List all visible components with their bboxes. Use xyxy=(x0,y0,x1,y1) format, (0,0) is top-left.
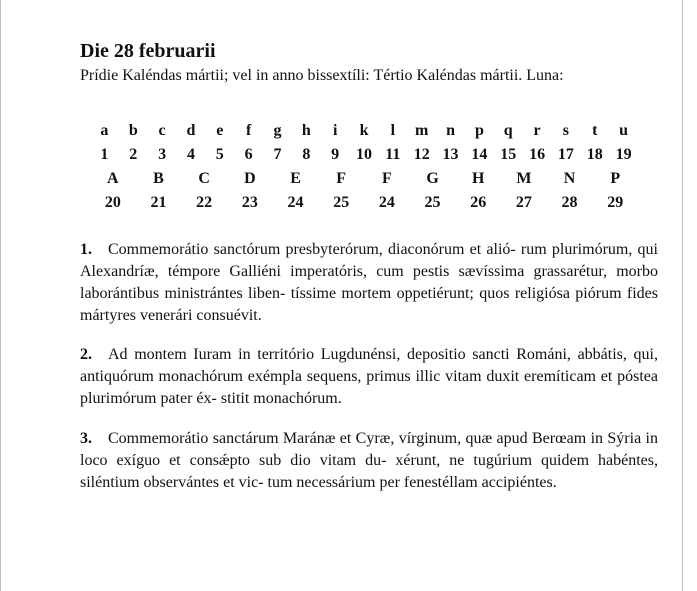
luna-cell: i xyxy=(332,122,338,139)
luna-cell: H xyxy=(471,170,485,187)
luna-cell: 5 xyxy=(215,146,224,163)
luna-cell: p xyxy=(474,122,484,139)
luna-cell: k xyxy=(359,122,369,139)
luna-cell: F xyxy=(381,170,392,187)
luna-cell: 24 xyxy=(378,194,395,211)
luna-cell: e xyxy=(216,122,224,139)
luna-cell: 28 xyxy=(561,194,578,211)
entry-number: 3. xyxy=(80,430,92,447)
luna-cell: A xyxy=(107,170,119,187)
entry-number: 2. xyxy=(80,346,92,363)
luna-cell: d xyxy=(186,122,196,139)
luna-letters-small-row xyxy=(90,119,638,143)
entry-3 xyxy=(80,428,658,494)
luna-numbers-big-row xyxy=(90,191,638,215)
luna-cell: r xyxy=(533,122,541,139)
luna-cell: h xyxy=(301,122,311,139)
luna-cell: 3 xyxy=(158,146,167,163)
luna-cell: 14 xyxy=(471,146,488,163)
luna-cell: 27 xyxy=(515,194,532,211)
luna-cell: E xyxy=(290,170,301,187)
entry-text: Commemorátio sanctórum presbyterórum, diaconórum et alió- rum plurimórum, qui Alexandríæ, témpore Galliéni imperatóris, cum pestis sævíssima grassarétur, morbo laborántibus ministrántes liben- tíssime mortem oppetiérunt; quos religiósa piórum fides mártyres venerári consuévit. xyxy=(80,241,658,324)
luna-cell: a xyxy=(100,122,109,139)
luna-cell: 18 xyxy=(586,146,603,163)
luna-cell: 9 xyxy=(331,146,340,163)
luna-cell: 16 xyxy=(529,146,546,163)
luna-cell: g xyxy=(273,122,282,139)
luna-cell: 6 xyxy=(244,146,253,163)
luna-cell: P xyxy=(610,170,621,187)
luna-cell: N xyxy=(563,170,576,187)
luna-cell: m xyxy=(415,122,429,139)
luna-cell: f xyxy=(245,122,252,139)
luna-cell: t xyxy=(592,122,598,139)
entry-text: Ad montem Iuram in território Lugdunénsi, depositio sancti Románi, abbátis, qui, antiquórum monachórum exémpla sequens, primus illic vitam duxit eremíticam et póstea plurimórum pater éx- stitit monachórum. xyxy=(80,346,658,407)
luna-cell: b xyxy=(128,122,138,139)
luna-cell: c xyxy=(158,122,166,139)
luna-cell: 25 xyxy=(424,194,441,211)
luna-cell: C xyxy=(198,170,210,187)
luna-cell: B xyxy=(153,170,164,187)
luna-cell: n xyxy=(446,122,455,139)
luna-cell: s xyxy=(562,122,570,139)
luna-cell: G xyxy=(426,170,439,187)
luna-cell: 8 xyxy=(302,146,311,163)
luna-cell: 23 xyxy=(241,194,258,211)
luna-cell: 21 xyxy=(150,194,167,211)
luna-cell: 25 xyxy=(333,194,350,211)
luna-numbers-small-row xyxy=(90,143,638,167)
luna-cell: 19 xyxy=(615,146,632,163)
luna-cell: 29 xyxy=(607,194,624,211)
luna-cell: 12 xyxy=(413,146,430,163)
luna-cell: 11 xyxy=(385,146,401,163)
subtitle: Prídie Kaléndas mártii; vel in anno bissextíli: Tértio Kaléndas mártii. Luna: xyxy=(80,67,564,84)
document-content xyxy=(80,38,658,494)
luna-cell: 22 xyxy=(196,194,213,211)
luna-cell: 2 xyxy=(129,146,138,163)
entry-1 xyxy=(80,239,658,327)
luna-cell: 10 xyxy=(356,146,373,163)
luna-cell: l xyxy=(390,122,396,139)
luna-cell: 7 xyxy=(273,146,282,163)
luna-cell: D xyxy=(244,170,256,187)
luna-cell: 4 xyxy=(186,146,195,163)
luna-cell: F xyxy=(336,170,347,187)
luna-cell: 26 xyxy=(470,194,487,211)
entry-text: Commemorátio sanctárum Maránæ et Cyræ, vírginum, quæ apud Berœam in Sýria in loco exíguo et consǽpto sub dio vitam du- xérunt, ne tugúrium quidem habéntes, siléntium observántes et vic- tum necessárium per fenestéllam accipiéntes. xyxy=(80,430,658,491)
luna-cell: M xyxy=(516,170,532,187)
luna-cell: 24 xyxy=(287,194,304,211)
luna-letters-big-row xyxy=(90,167,638,191)
entry-2 xyxy=(80,344,658,410)
luna-cell: 20 xyxy=(104,194,121,211)
page-title: Die 28 februarii xyxy=(80,40,216,62)
luna-cell: u xyxy=(619,122,629,139)
luna-cell: 1 xyxy=(100,146,109,163)
luna-cell: 17 xyxy=(557,146,574,163)
luna-cell: 15 xyxy=(500,146,517,163)
luna-cell: q xyxy=(503,122,513,139)
luna-table xyxy=(90,119,638,215)
luna-cell: 13 xyxy=(442,146,459,163)
entry-number: 1. xyxy=(80,241,92,258)
